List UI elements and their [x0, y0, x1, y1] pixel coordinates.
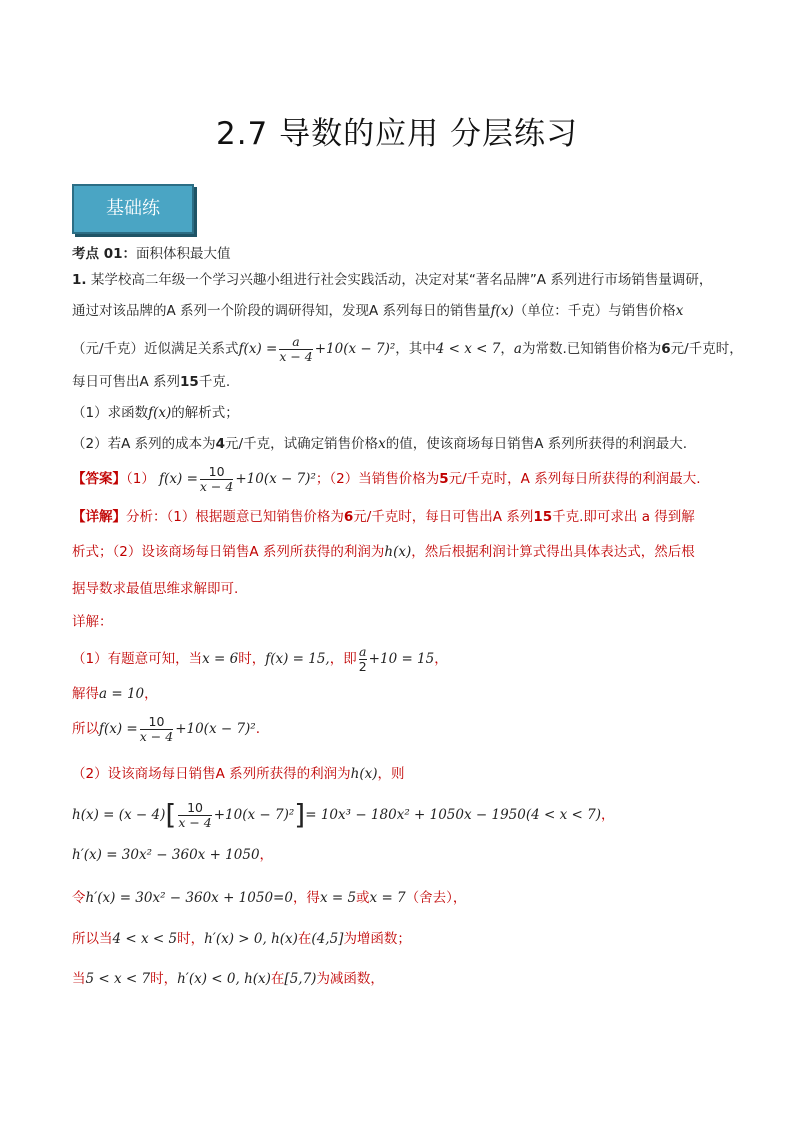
detail-line2 [72, 542, 732, 562]
text: 的值，使该商场每日销售A 系列所获得的利润最大. [385, 436, 688, 452]
fraction [200, 465, 233, 494]
text: 析式；（2）设该商场每日销售A 系列所获得的利润为 [72, 544, 385, 560]
number: 4 [215, 436, 226, 452]
text: 为常数.已知销售价格为 [521, 341, 662, 357]
solution-step4 [72, 764, 732, 784]
text: . [255, 721, 261, 737]
fraction [359, 645, 367, 674]
solution-step1 [72, 642, 732, 676]
math: +10(x − 7)² [213, 807, 295, 823]
text: （元/千克）近似满足关系式 [72, 341, 239, 357]
math: 4 < x < 7 [435, 341, 501, 357]
text: （2）若A 系列的成本为 [72, 436, 216, 452]
text: ，得 [292, 890, 320, 906]
q1-part1 [72, 403, 732, 423]
number: 5 [439, 471, 449, 487]
text: （1）求函数 [72, 405, 149, 421]
page-title: 2.7 导数的应用 分层练习 [215, 116, 578, 152]
math: h′(x) = 30x² − 360x + 1050=0 [85, 890, 293, 906]
text: 所以 [72, 721, 99, 737]
math: h(x) [384, 544, 412, 560]
numerator: 10 [187, 799, 203, 815]
math: +10(x − 7)² [314, 341, 396, 357]
numerator: 10 [208, 463, 225, 479]
solution-step5 [72, 797, 732, 833]
text: （舍去）， [405, 890, 467, 906]
text: 或 [356, 890, 370, 906]
math: a = 10 [99, 686, 145, 702]
text: ， [500, 341, 514, 357]
text: ， [144, 686, 158, 702]
detail-line3: 据导数求最值思维求解即可. [72, 581, 239, 597]
denominator: x − 4 [178, 814, 212, 830]
math: x = 6 [202, 651, 239, 667]
text: （2）设该商场每日销售A 系列所获得的利润为 [72, 766, 351, 782]
math: x = 5 [319, 890, 357, 906]
text: 元/千克时，A 系列每日所获得的利润最大. [448, 471, 701, 487]
right-bracket: ] [294, 798, 306, 831]
text: 时， [238, 651, 266, 667]
text: 分析：（1）根据题意已知销售价格为 [126, 509, 344, 525]
text: ， [434, 651, 448, 667]
text: （1） [126, 471, 160, 487]
denominator: x − 4 [199, 478, 234, 494]
numerator: a [292, 333, 300, 349]
math: +10(x − 7)² [175, 721, 256, 737]
math: f(x) = [238, 341, 278, 357]
math: f(x) = [99, 721, 138, 737]
text: 通过对该品牌的A 系列一个阶段的调研得知，发现A 系列每日的销售量 [72, 303, 491, 319]
text: （单位：千克）与销售价格 [513, 303, 676, 319]
numerator: a [358, 643, 367, 659]
text: 令 [72, 890, 86, 906]
text: 的解析式； [171, 405, 239, 421]
left-bracket: [ [165, 798, 177, 831]
math: 5 < x < 7 [85, 971, 151, 987]
text: 时， [150, 971, 178, 987]
kaodian-label: 考点 01： [72, 246, 136, 262]
q1-line3 [72, 332, 743, 366]
math: f(x) = 15, [265, 651, 330, 667]
math: h(x) [350, 766, 378, 782]
q1-line4 [72, 372, 732, 392]
math: f(x) [490, 303, 514, 319]
text: 为减函数， [316, 971, 384, 987]
number: 6 [343, 509, 354, 525]
answer-label: 【答案】 [72, 471, 126, 487]
text: 千克. [198, 374, 231, 390]
answer-line [72, 462, 732, 496]
text: 元/千克时，每日可售出A 系列 [353, 509, 534, 525]
math: x [675, 303, 684, 319]
number: 6 [661, 341, 671, 357]
math: h′(x) = 30x² − 360x + 1050 [72, 847, 260, 863]
text: ，其中 [395, 341, 436, 357]
detail-line1 [72, 507, 732, 527]
q1-part2 [72, 434, 732, 454]
q1-line2 [72, 301, 732, 321]
math: f(x) [148, 405, 172, 421]
numerator: 10 [148, 713, 165, 729]
math: 4 < x < 5 [112, 931, 178, 947]
math: a [513, 341, 522, 357]
fraction [279, 335, 312, 364]
text: ；（2）当销售价格为 [315, 471, 440, 487]
text: 为增函数； [343, 931, 411, 947]
section-badge: 基础练 [72, 184, 194, 234]
text: ， [600, 807, 615, 823]
math: x = 7 [369, 890, 406, 906]
solution-step2 [72, 684, 732, 704]
text: 元/千克时， [670, 341, 743, 357]
q1-line1 [72, 270, 732, 290]
solution-step8 [72, 929, 732, 949]
text: 时， [177, 931, 205, 947]
text: 解得 [72, 686, 99, 702]
solution-step9 [72, 969, 732, 989]
text: 在 [297, 931, 312, 947]
text: 每日可售出A 系列 [72, 374, 181, 390]
kaodian-line [72, 244, 732, 264]
number: 15 [180, 374, 199, 390]
math: +10(x − 7)² [235, 471, 316, 487]
q1-text: 某学校高二年级一个学习兴趣小组进行社会实践活动，决定对某“著名品牌”A 系列进行市场销售量调研， [86, 272, 713, 288]
solution-step6 [72, 845, 732, 865]
math: h′(x) < 0, h(x) [177, 971, 271, 987]
denominator: x − 4 [279, 348, 313, 364]
text: 千克.即可求出 a 得到解 [552, 509, 695, 525]
text: 元/千克，试确定销售价格 [225, 436, 379, 452]
fraction [178, 801, 211, 830]
fraction [140, 715, 173, 744]
text: 在 [270, 971, 285, 987]
text: 所以当 [72, 931, 113, 947]
math: x [378, 436, 386, 452]
text: ， [259, 847, 274, 863]
text: ，则 [377, 766, 405, 782]
math: h′(x) > 0, h(x) [204, 931, 298, 947]
text: （1）有题意可知，当 [72, 651, 203, 667]
denominator: 2 [358, 658, 367, 674]
text: ，然后根据利润计算式得出具体表达式，然后根 [411, 544, 695, 560]
solution-step3 [72, 712, 732, 746]
kaodian-text: 面积体积最大值 [136, 246, 231, 262]
math: [5,7) [284, 971, 317, 987]
math: (4,5] [311, 931, 344, 947]
math: +10 = 15 [368, 651, 435, 667]
math: = 10x³ − 180x² + 1050x − 1950(4 < x < 7) [305, 807, 601, 823]
detail-label: 【详解】 [72, 509, 126, 525]
number: 15 [533, 509, 553, 525]
solution-step7 [72, 888, 732, 908]
text: ，即 [329, 651, 357, 667]
text: 当 [72, 971, 86, 987]
math: h(x) = (x − 4) [72, 807, 166, 823]
denominator: x − 4 [139, 728, 174, 744]
xiangjie-label: 详解： [72, 614, 113, 630]
q1-number: 1. [72, 272, 87, 288]
math: f(x) = [159, 471, 198, 487]
